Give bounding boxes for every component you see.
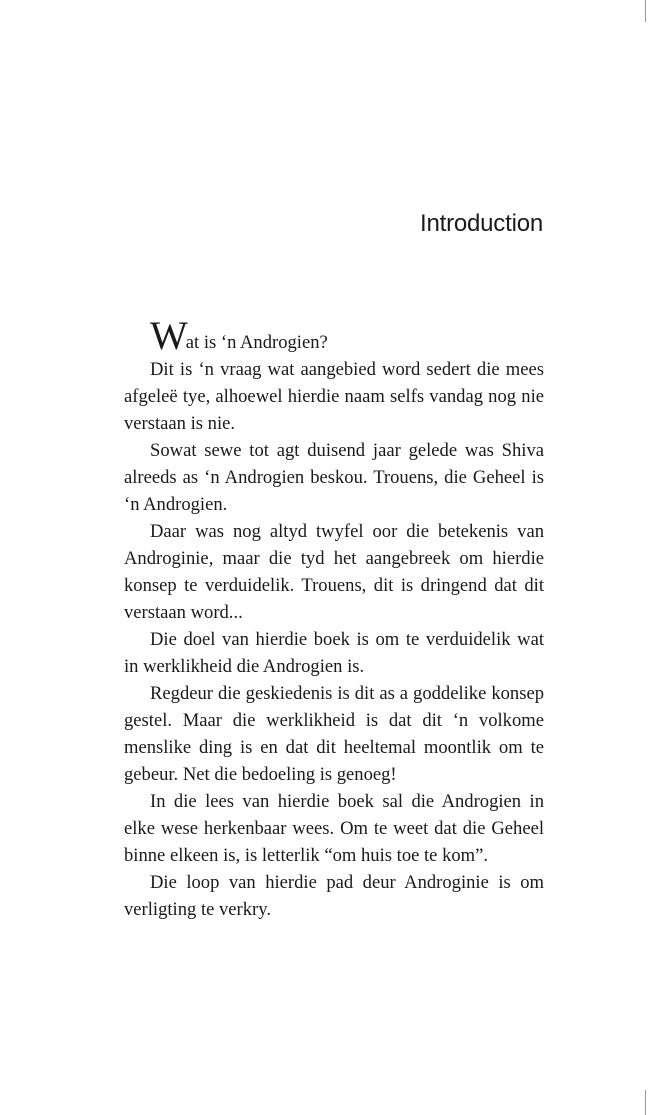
crop-mark-top	[645, 0, 646, 22]
opening-question: at is ‘n Androgien?	[185, 332, 328, 353]
drop-cap: W	[150, 313, 186, 358]
paragraph: Daar was nog altyd twyfel oor die betekenis van Androginie, maar die tyd het aangebreek om hierdie konsep te verduidelik. Trouens, dit is dringend dat dit verstaan word...	[124, 521, 544, 623]
paragraph: Die loop van hierdie pad deur Androginie is om verligting te verkry.	[124, 872, 544, 920]
paragraph: Dit is ‘n vraag wat aangebied word sedert die mees afgeleë tye, alhoewel hierdie naam selfs vandag nog nie verstaan is nie.	[124, 359, 544, 434]
body-text	[124, 313, 544, 923]
chapter-title: Introduction	[419, 210, 543, 237]
crop-mark-bottom	[645, 1090, 646, 1115]
opening-paragraph	[124, 313, 544, 358]
paragraph: Die doel van hierdie boek is om te verduidelik wat in werklikheid die Androgien is.	[124, 629, 544, 677]
paragraph: Sowat sewe tot agt duisend jaar gelede was Shiva alreeds as ‘n Androgien beskou. Trouens, die Geheel is ‘n Androgien.	[124, 440, 544, 515]
paragraph: Regdeur die geskiedenis is dit as a goddelike konsep gestel. Maar die werklikheid is dat dit ‘n volkome menslike ding is en dat dit heeltemal moontlik om te gebeur. Net die bedoeling is genoeg!	[124, 683, 544, 785]
paragraph: In die lees van hierdie boek sal die Androgien in elke wese herkenbaar wees. Om te weet dat die Geheel binne elkeen is, is letterlik “om huis toe te kom”.	[124, 791, 544, 866]
